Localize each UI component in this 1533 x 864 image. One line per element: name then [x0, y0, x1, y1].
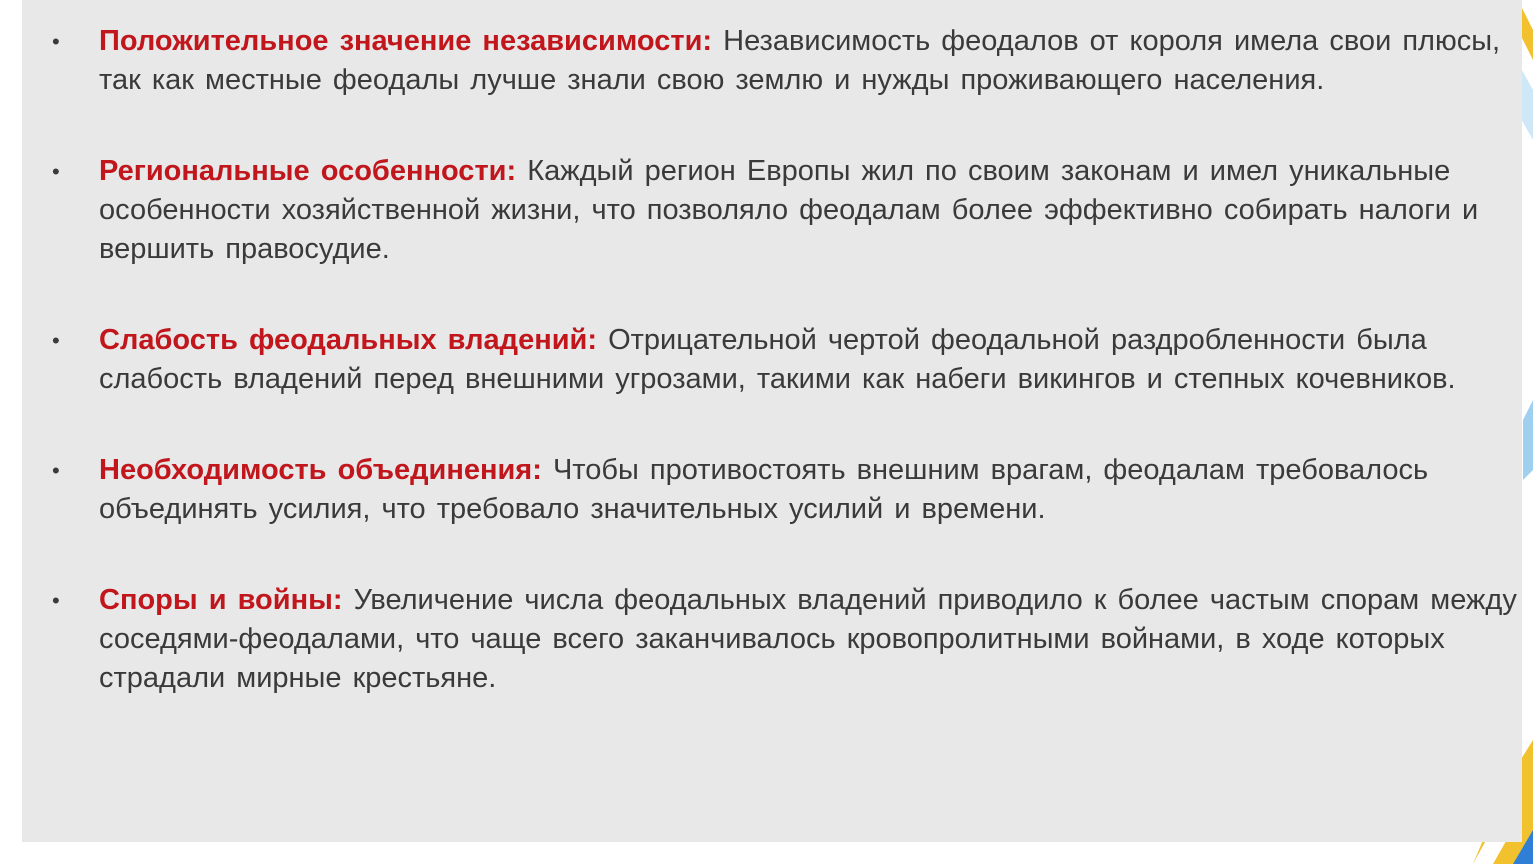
bullet-dot: •: [52, 458, 60, 483]
content-panel: [22, 0, 1522, 842]
item-term: Региональные особенности:: [99, 155, 528, 187]
bullet-list: [52, 22, 1522, 698]
item-text: Отрицательной чертой феодальной раздробленности была слабость владений перед внешними угрозами, такими как набеги викингов и степных кочевников.: [99, 324, 1456, 395]
bullet-dot: •: [52, 159, 60, 184]
item-text: Чтобы противостоять внешним врагам, феодалам требовалось объединять усилия, что требовало значительных усилий и времени.: [99, 454, 1429, 525]
item-term: Споры и войны:: [99, 584, 354, 616]
item-text: Независимость феодалов от короля имела свои плюсы, так как местные феодалы лучше знали свою землю и нужды проживающего населения.: [99, 25, 1501, 96]
item-text: Увеличение числа феодальных владений приводило к более частым спорам между соседями-феодалами, что чаще всего заканчивалось кровопролитными войнами, в ходе которых страдали мирные крестьяне.: [99, 584, 1517, 694]
list-item: [52, 451, 1522, 529]
list-item: [52, 321, 1522, 399]
bullet-dot: •: [52, 29, 60, 54]
list-item: [52, 22, 1522, 100]
bullet-dot: •: [52, 328, 60, 353]
item-term: Слабость феодальных владений:: [99, 324, 609, 356]
list-item: [52, 581, 1522, 698]
item-term: Положительное значение независимости:: [99, 25, 724, 57]
item-term: Необходимость объединения:: [99, 454, 553, 486]
item-text: Каждый регион Европы жил по своим законам и имел уникальные особенности хозяйственной жизни, что позволяло феодалам более эффективно собирать налоги и вершить правосудие.: [99, 155, 1479, 265]
list-item: [52, 152, 1522, 269]
bullet-dot: •: [52, 588, 60, 613]
